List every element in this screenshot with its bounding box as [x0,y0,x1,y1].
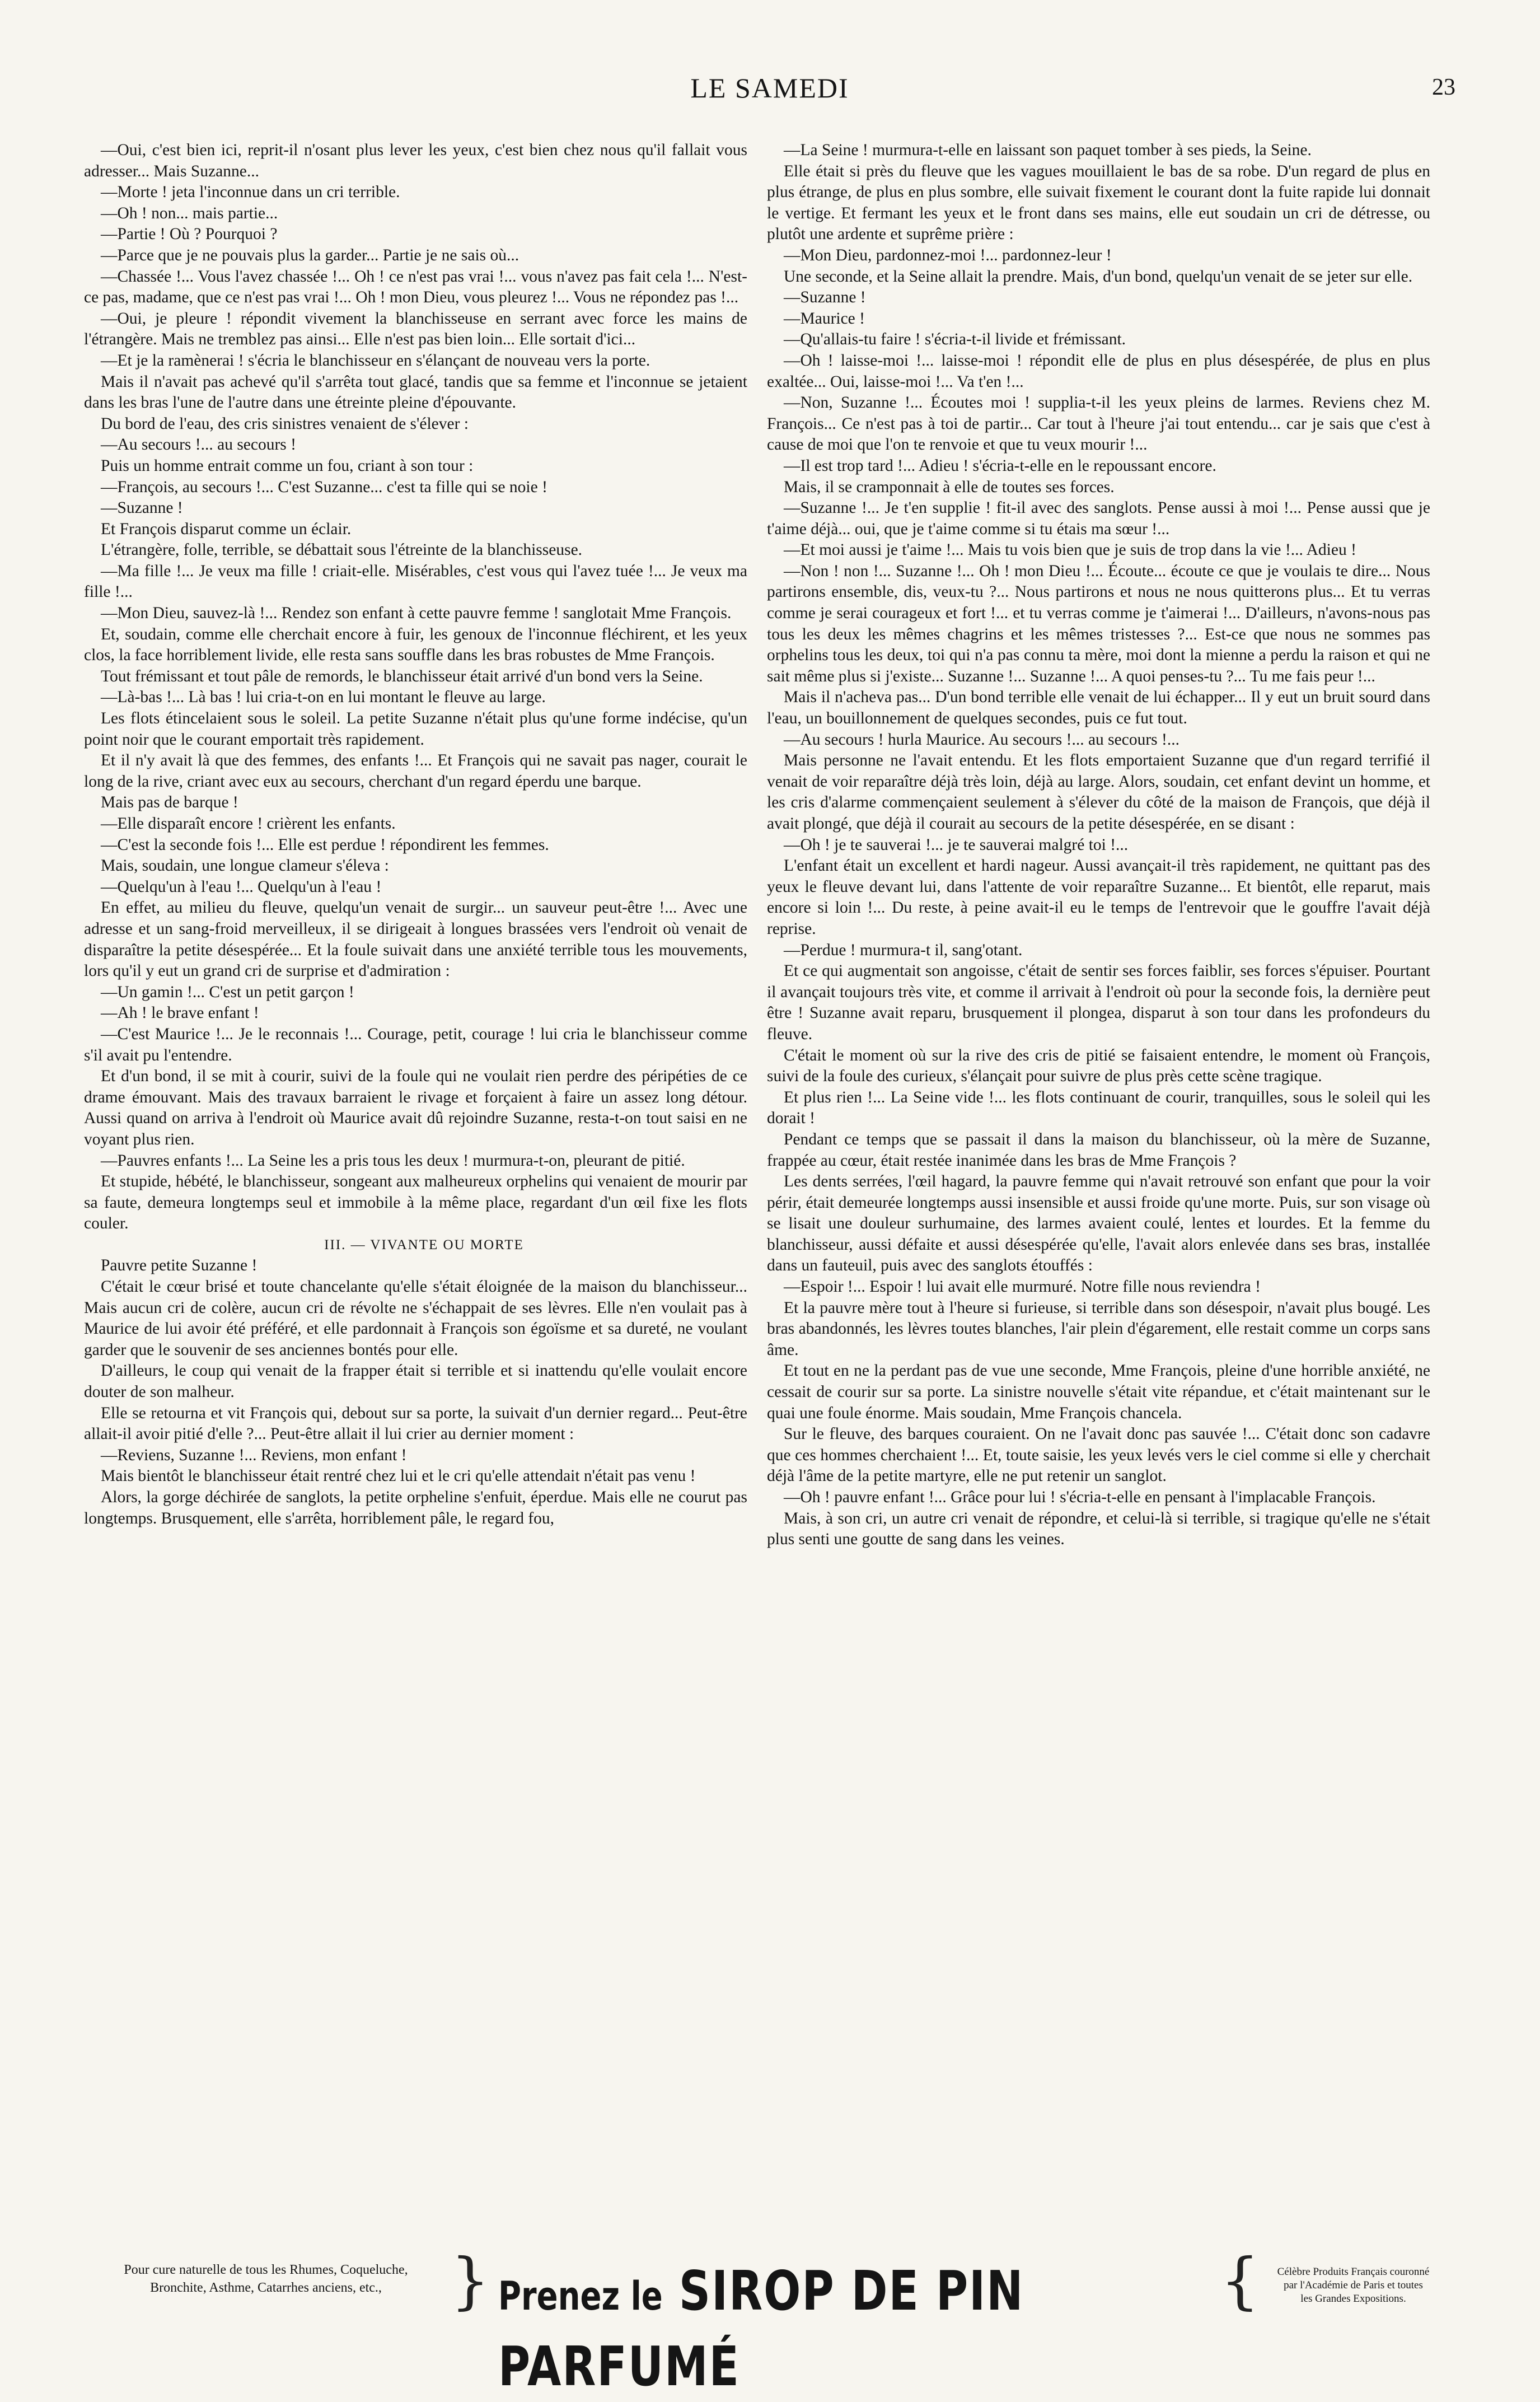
paragraph: Mais, à son cri, un autre cri venait de répondre, et celui-là si terrible, si tragique qu'elle ne s'était plus senti une goutte de sang dans les veines. [767,1509,1430,1549]
paragraph: —Et moi aussi je t'aime !... Mais tu vois bien que je suis de trop dans la vie !... Adieu ! [784,541,1356,559]
ad-product-name: SIROP DE PIN PARFUMÉ [498,2260,1024,2399]
page-header [84,67,1455,118]
paragraph: —Oh ! laisse-moi !... laisse-moi ! répondit elle de plus en plus désespérée, de plus en plus exaltée... Oui, laisse-moi !... Va t'en !... [767,351,1430,391]
paragraph: —Il est trop tard !... Adieu ! s'écria-t-elle en le repoussant encore. [784,456,1216,475]
paragraph: Du bord de l'eau, des cris sinistres venaient de s'élever : [101,414,469,433]
paragraph: Et, soudain, comme elle cherchait encore à fuir, les genoux de l'inconnue fléchirent, et les yeux clos, la face horriblement livide, elle resta sans souffle dans les bras robustes de Mme François. [84,625,747,665]
paragraph: —Là-bas !... Là bas ! lui cria-t-on en lui montant le fleuve au large. [101,688,546,707]
paragraph: Mais personne ne l'avait entendu. Et les flots emportaient Suzanne que d'un regard terrifié il venait de voir reparaître déjà très loin, déjà au large. Alors, soudain, cet enfant devint un homme, et les cris d'alarme commençaient seulement à s'élever du côté de la maison de François, que déjà il avait plongé, que déjà il courait au secours de la petite désespérée, en se disant : [767,751,1430,833]
paragraph: Et tout en ne la perdant pas de vue une seconde, Mme François, pleine d'une horrible anxiété, ne cessait de courir sur sa porte. La sinistre nouvelle s'était vite répandue, et c'était maintenant sur le quai une foule énorme. Mais soudain, Mme François chancela. [767,1362,1430,1422]
ad-right-line: par l'Académie de Paris et toutes [1284,2279,1423,2291]
paragraph: —Perdue ! murmura-t il, sang'otant. [784,941,1023,959]
paragraph: Tout frémissant et tout pâle de remords, le blanchisseur était arrivé d'un bond vers la Seine. [101,667,703,685]
paragraph: —Suzanne ! [101,499,183,517]
paragraph: Et ce qui augmentait son angoisse, c'était de sentir ses forces faiblir, ses forces s'épuiser. Pourtant il avançait toujours très vite, et comme il arrivait à l'endroit où pour la seconde fois, la dernière peut être ! Suzanne avait reparu, brusquement il plongea, disparut à son tour dans les profondeurs du fleuve. [767,962,1430,1043]
page-number: 23 [1432,74,1455,100]
section-heading: III. — VIVANTE OU MORTE [324,1237,524,1253]
paragraph: —Ma fille !... Je veux ma fille ! criait-elle. Misérables, c'est vous qui l'avez tuée !... Je veux ma fille !... [84,562,747,601]
paragraph: —Mon Dieu, pardonnez-moi !... pardonnez-leur ! [784,246,1112,264]
paragraph: —Chassée !... Vous l'avez chassée !... Oh ! ce n'est pas vrai !... vous n'avez pas fait cela !... N'est-ce pas, madame, que ce n'est pas vrai !... Oh ! mon Dieu, vous pleurez !... Vous ne répondez pas !... [84,267,747,307]
ad-left-line: Pour cure naturelle de tous les Rhumes, Coqueluche, [124,2263,408,2277]
paragraph: Et la pauvre mère tout à l'heure si furieuse, si terrible dans son désespoir, n'avait plus bougé. Les bras abandonnés, les lèvres toutes blanches, l'air plein d'égarement, elle restait comme un corps sans âme. [767,1298,1430,1359]
advertisement-banner [84,2245,1455,2399]
ad-right-line: Célèbre Produits Français couronné [1277,2266,1430,2278]
paragraph: Puis un homme entrait comme un fou, criant à son tour : [101,456,474,475]
paragraph: —Oh ! je te sauverai !... je te sauverai malgré toi !... [784,835,1129,854]
paragraph: Les flots étincelaient sous le soleil. La petite Suzanne n'était plus qu'une forme indécise, qu'un point noir que le courant emportait très rapidement. [84,709,747,749]
paragraph: —Suzanne !... Je t'en supplie ! fit-il avec des sanglots. Pense aussi à moi !... Pense aussi que je t'aime déjà... oui, que je t'aime comme si tu étais ma sœur !... [767,499,1430,538]
paragraph: —Au secours ! hurla Maurice. Au secours !... au secours !... [784,730,1179,749]
paragraph: —Oh ! non... mais partie... [101,204,278,222]
paragraph: Mais il n'acheva pas... D'un bond terrible elle venait de lui échapper... Il y eut un bruit sourd dans l'eau, un bouillonnement de quelques secondes, puis ce fut tout. [767,688,1430,728]
paragraph: —C'est la seconde fois !... Elle est perdue ! répondirent les femmes. [101,835,549,854]
paragraph: Pauvre petite Suzanne ! [101,1256,258,1275]
ad-prefix: Prenez le [498,2274,663,2320]
paragraph: —Au secours !... au secours ! [101,436,296,454]
paragraph: Alors, la gorge déchirée de sanglots, la petite orpheline s'enfuit, éperdue. Mais elle ne courut pas longtemps. Brusquement, elle s'arrêta, horriblement pâle, le regard fou, [84,1488,747,1527]
paragraph: —Non, Suzanne !... Écoutes moi ! supplia-t-il les yeux pleins de larmes. Reviens chez M. François... Ce n'est pas à toi de partir... Car tout à l'heure j'ai tout entendu... car je sais que c'est à cause de moi que l'on te renvoie et que tu veux mourir !... [767,394,1430,454]
ad-left-line: Bronchite, Asthme, Catarrhes anciens, etc., [150,2281,382,2295]
paragraph: Et d'un bond, il se mit à courir, suivi de la foule qui ne voulait rien perdre des péripéties de ce drame émouvant. Mais des travaux barraient le rivage et forçaient à faire un assez long détour. Aussi quand on arriva à l'endroit où Maurice avait dû rejoindre Suzanne, resta-t-on tout saisi en ne voyant plus rien. [84,1067,747,1148]
paragraph: —La Seine ! murmura-t-elle en laissant son paquet tomber à ses pieds, la Seine. [784,141,1312,159]
ad-left-text [84,2261,448,2297]
paragraph: —Oui, je pleure ! répondit vivement la blanchisseuse en serrant avec force les mains de l'étrangère. Mais ne tremblez pas ainsi... Elle n'est pas bien loin... Elle sortait d'ici... [84,309,747,349]
paragraph: C'était le moment où sur la rive des cris de pitié se faisaient entendre, le moment où François, suivi de la foule des curieux, s'élançait pour suivre de plus près cette scène tragique. [767,1046,1430,1086]
paragraph: —Reviens, Suzanne !... Reviens, mon enfant ! [101,1446,407,1464]
paragraph: —François, au secours !... C'est Suzanne... c'est ta fille qui se noie ! [101,478,547,496]
paragraph: —C'est Maurice !... Je le reconnais !... Courage, petit, courage ! lui cria le blanchisseur comme s'il avait pu l'entendre. [84,1025,747,1064]
paragraph: —Non ! non !... Suzanne !... Oh ! mon Dieu !... Écoute... écoute ce que je voulais te dire... Nous partirons ensemble, dis, veux-tu ?... Nous partirons et nous ne nous quitterons plus... Et tu verras comme je serai courageux et fort !... et tu verras comme je t'aimerai !... D'ailleurs, n'avons-nous pas tous les deux les mêmes chagrins et les mêmes tristesses ?... Est-ce que nous ne sommes pas orphelins tous les deux, toi qui n'a pas connu ta mère, moi dont la mienne a perdu la raison et qui ne sait même plus si j'existe... Suzanne !... Suzanne !... A quoi penses-tu ?... Tu me fais peur !... [767,562,1430,685]
paragraph: Mais il n'avait pas achevé qu'il s'arrêta tout glacé, tandis que sa femme et l'inconnue se jetaient dans les bras l'une de l'autre dans une étreinte pleine d'épouvante. [84,372,747,412]
paragraph: L'enfant était un excellent et hardi nageur. Aussi avançait-il très rapidement, ne quittant pas des yeux le fleuve devant lui, dans l'attente de voir reparaître Suzanne... Et bientôt, elle reparut, mais encore si loin !... Du reste, à peine avait-il eu le temps de l'entrevoir que le gouffre l'avait déjà reprise. [767,857,1430,938]
paragraph: —Parce que je ne pouvais plus la garder... Partie je ne sais où... [101,246,519,264]
paragraph: Mais, soudain, une longue clameur s'éleva : [101,857,389,875]
paragraph: Pendant ce temps que se passait il dans la maison du blanchisseur, où la mère de Suzanne, frappée au cœur, était restée inanimée dans les bras de Mme François ? [767,1130,1430,1170]
left-column-part2 [84,1255,747,1529]
paragraph: D'ailleurs, le coup qui venait de la frapper était si terrible et si inattendu qu'elle voulait encore douter de son malheur. [84,1362,747,1401]
paragraph: Mais, il se cramponnait à elle de toutes ses forces. [784,478,1115,496]
paragraph: En effet, au milieu du fleuve, quelqu'un venait de surgir... un sauveur peut-être !... Avec une adresse et un sang-froid merveilleux, il se dirigeait à longues brassées vers l'endroit où venait de disparaître la petite désespérée... Et la foule suivait dans une anxiété terrible tous les mouvements, lors qu'il y eut un grand cri de surprise et d'admiration : [84,899,747,980]
paragraph: —Et je la ramènerai ! s'écria le blanchisseur en s'élançant de nouveau vers la porte. [101,351,650,370]
right-column [767,140,1430,1550]
paragraph: Mais pas de barque ! [101,793,238,812]
paragraph: —Espoir !... Espoir ! lui avait elle murmuré. Notre fille nous reviendra ! [784,1278,1261,1296]
paragraph: Et stupide, hébété, le blanchisseur, songeant aux malheureux orphelins qui venaient de mourir par sa faute, demeura longtemps seul et immobile à la même place, regardant d'un œil fixe les flots couler. [84,1172,747,1233]
left-column [84,140,747,1529]
paragraph: —Qu'allais-tu faire ! s'écria-t-il livide et frémissant. [784,330,1126,349]
paragraph: —Partie ! Où ? Pourquoi ? [101,225,278,244]
paragraph: —Quelqu'un à l'eau !... Quelqu'un à l'eau ! [101,877,382,896]
paragraph: —Oh ! pauvre enfant !... Grâce pour lui ! s'écria-t-elle en pensant à l'implacable François. [784,1488,1376,1506]
paragraph: C'était le cœur brisé et toute chancelante qu'elle s'était éloignée de la maison du blanchisseur... Mais aucun cri de colère, aucun cri de révolte ne s'échappait de ses lèvres. Elle n'en voulait pas à Maurice de lui avoir été préféré, et elle pardonnait à François son égoïsme et sa dureté, ne voulant garder que le souvenir de ses anciennes bontés pour elle. [84,1278,747,1359]
paragraph: Et plus rien !... La Seine vide !... les flots continuant de courir, tranquilles, sous le soleil qui les dorait ! [767,1088,1430,1128]
left-column-part1 [84,140,747,1235]
paragraph: Elle se retourna et vit François qui, debout sur sa porte, la suivait d'un dernier regard... Peut-être allait-il avoir pitié d'elle ?... Peut-être allait il lui crier au dernier moment : [84,1404,747,1443]
paragraph: Et François disparut comme un éclair. [101,520,352,538]
paragraph: —Morte ! jeta l'inconnue dans un cri terrible. [101,183,400,202]
paragraph: —Mon Dieu, sauvez-là !... Rendez son enfant à cette pauvre femme ! sanglotait Mme François. [101,604,732,623]
paragraph: L'étrangère, folle, terrible, se débattait sous l'étreinte de la blanchisseuse. [101,541,583,559]
paragraph: —Oui, c'est bien ici, reprit-il n'osant plus lever les yeux, c'est bien chez nous qu'il fallait vous adresser... Mais Suzanne... [84,141,747,180]
left-brace-icon: { [1220,2245,1260,2316]
paragraph: —Ah ! le brave enfant ! [101,1004,259,1022]
ad-headline [498,2256,1204,2402]
right-brace-icon: } [451,2245,490,2316]
paragraph: Les dents serrées, l'œil hagard, la pauvre femme qui n'avait retrouvé son enfant que pour la voir périr, était demeurée longtemps aussi insensible et aussi froide qu'une morte. Puis, sur son visage où se lisait une douleur surhumaine, des larmes avaient coulé, lentes et lourdes. Et la femme du blanchisseur, aussi défaite et aussi désespérée qu'elle, l'avait alors enlevée dans ses bras, installée dans un fauteuil, puis avec des sanglots étouffés : [767,1172,1430,1275]
paragraph: —Un gamin !... C'est un petit garçon ! [101,983,354,1001]
paragraph: Mais bientôt le blanchisseur était rentré chez lui et le cri qu'elle attendait n'était pas venu ! [101,1467,696,1485]
paragraph: Sur le fleuve, des barques couraient. On ne l'avait donc pas sauvée !... C'était donc son cadavre que ces hommes cherchaient !... Et, toute saisie, les yeux levés vers le ciel comme si elle y cherchait déjà l'âme de la petite martyre, elle ne put retenir un sanglot. [767,1425,1430,1485]
paragraph: Et il n'y avait là que des femmes, des enfants !... Et François qui ne savait pas nager, courait le long de la rive, criant avec eux au secours, cherchant d'un regard éperdu une barque. [84,751,747,791]
paragraph: —Elle disparaît encore ! crièrent les enfants. [101,815,396,833]
paragraph: —Suzanne ! [784,288,866,307]
paragraph: —Maurice ! [784,309,865,328]
newspaper-title: LE SAMEDI [690,72,849,104]
ad-right-text [1251,2265,1455,2306]
paragraph: Elle était si près du fleuve que les vagues mouillaient le bas de sa robe. D'un regard de plus en plus étrange, de plus en plus sombre, elle suivait fixement le courant dont la fuite rapide lui donnait le vertige. Et fermant les yeux et le front dans ses mains, elle eut soudain un cri de détresse, ou plutôt une ardente et suprême prière : [767,162,1430,244]
ad-right-line: les Grandes Expositions. [1300,2293,1406,2305]
paragraph: Une seconde, et la Seine allait la prendre. Mais, d'un bond, quelqu'un venait de se jeter sur elle. [784,267,1413,286]
paragraph: —Pauvres enfants !... La Seine les a pris tous les deux ! murmura-t-on, pleurant de pitié. [101,1151,685,1170]
